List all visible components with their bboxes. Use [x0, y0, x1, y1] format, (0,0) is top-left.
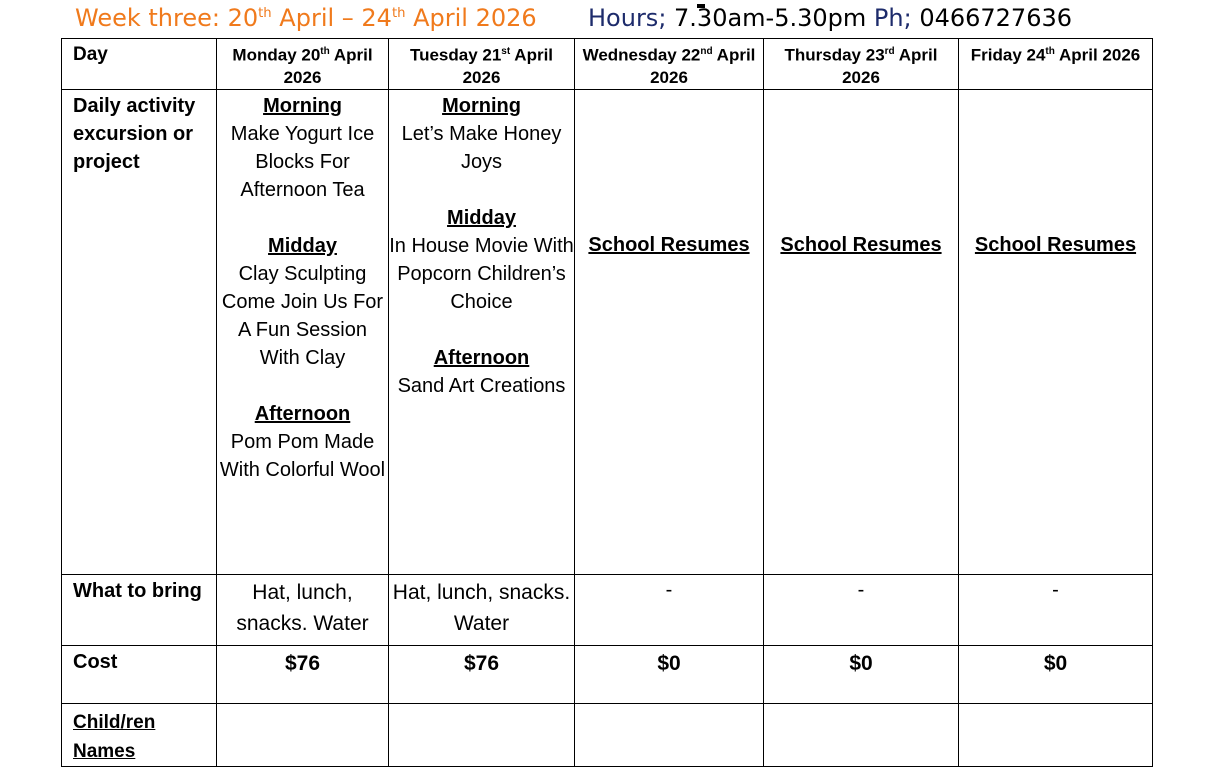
tuesday-activities [389, 89, 575, 574]
child-names-tuesday[interactable] [389, 703, 575, 766]
monday-morning-title: Morning [263, 94, 342, 117]
day-header-thursday: Thursday 23rd April 2026 [764, 39, 959, 90]
monday-morning-text: Make Yogurt Ice Blocks For Afternoon Tea [230, 122, 375, 201]
hours-label: Hours; [588, 4, 667, 32]
bring-monday: Hat, lunch, snacks. Water [217, 574, 389, 645]
tuesday-midday-text: In House Movie With Popcorn Children’s Choice [389, 234, 574, 313]
day-header-monday: Monday 20th April 2026 [217, 39, 389, 90]
hours-value: 7.30am-5.30pm [666, 4, 874, 32]
monday-afternoon-text: Pom Pom Made With Colorful Wool [219, 430, 386, 481]
cost-label: Cost [62, 645, 217, 703]
child-names-monday[interactable] [217, 703, 389, 766]
cost-friday: $0 [959, 645, 1153, 703]
thursday-school-resumes: School Resumes [764, 89, 959, 574]
cost-thursday: $0 [764, 645, 959, 703]
bring-thursday: - [764, 574, 959, 645]
child-names-friday[interactable] [959, 703, 1153, 766]
bring-wednesday: - [575, 574, 764, 645]
hours-and-phone [588, 4, 1072, 32]
monday-midday-text: Clay Sculpting Come Join Us For A Fun Session With Clay [221, 262, 384, 369]
tuesday-midday-title: Midday [447, 206, 516, 229]
tuesday-afternoon-title: Afternoon [433, 346, 530, 369]
wednesday-school-resumes: School Resumes [575, 89, 764, 574]
tuesday-morning-title: Morning [442, 94, 521, 117]
monday-activities [217, 89, 389, 574]
activity-row [62, 89, 1153, 574]
monday-midday-title: Midday [268, 234, 337, 257]
phone-value: 0466727636 [911, 4, 1073, 32]
day-label: Day [62, 39, 217, 90]
week-heading: Week three: 20th April – 24th April 2026 [75, 4, 537, 32]
child-names-label: Child/ren Names [62, 703, 217, 766]
day-header-wednesday: Wednesday 22nd April 2026 [575, 39, 764, 90]
child-names-wednesday[interactable] [575, 703, 764, 766]
cost-monday: $76 [217, 645, 389, 703]
activity-schedule-table [61, 38, 1153, 767]
cost-wednesday: $0 [575, 645, 764, 703]
monday-afternoon-title: Afternoon [254, 402, 351, 425]
tuesday-morning-text: Let’s Make Honey Joys [401, 122, 562, 173]
what-to-bring-row [62, 574, 1153, 645]
what-to-bring-label: What to bring [62, 574, 217, 645]
cost-row [62, 645, 1153, 703]
page-header [75, 4, 1175, 38]
bring-tuesday: Hat, lunch, snacks. Water [389, 574, 575, 645]
day-header-row [62, 39, 1153, 90]
activity-label: Daily activity excursion or project [62, 89, 217, 574]
phone-label: Ph; [873, 4, 912, 32]
child-names-row [62, 703, 1153, 766]
day-header-friday: Friday 24th April 2026 [959, 39, 1153, 90]
friday-school-resumes: School Resumes [959, 89, 1153, 574]
day-header-tuesday: Tuesday 21st April 2026 [389, 39, 575, 90]
bring-friday: - [959, 574, 1153, 645]
tuesday-afternoon-text: Sand Art Creations [397, 374, 566, 397]
child-names-thursday[interactable] [764, 703, 959, 766]
cost-tuesday: $76 [389, 645, 575, 703]
